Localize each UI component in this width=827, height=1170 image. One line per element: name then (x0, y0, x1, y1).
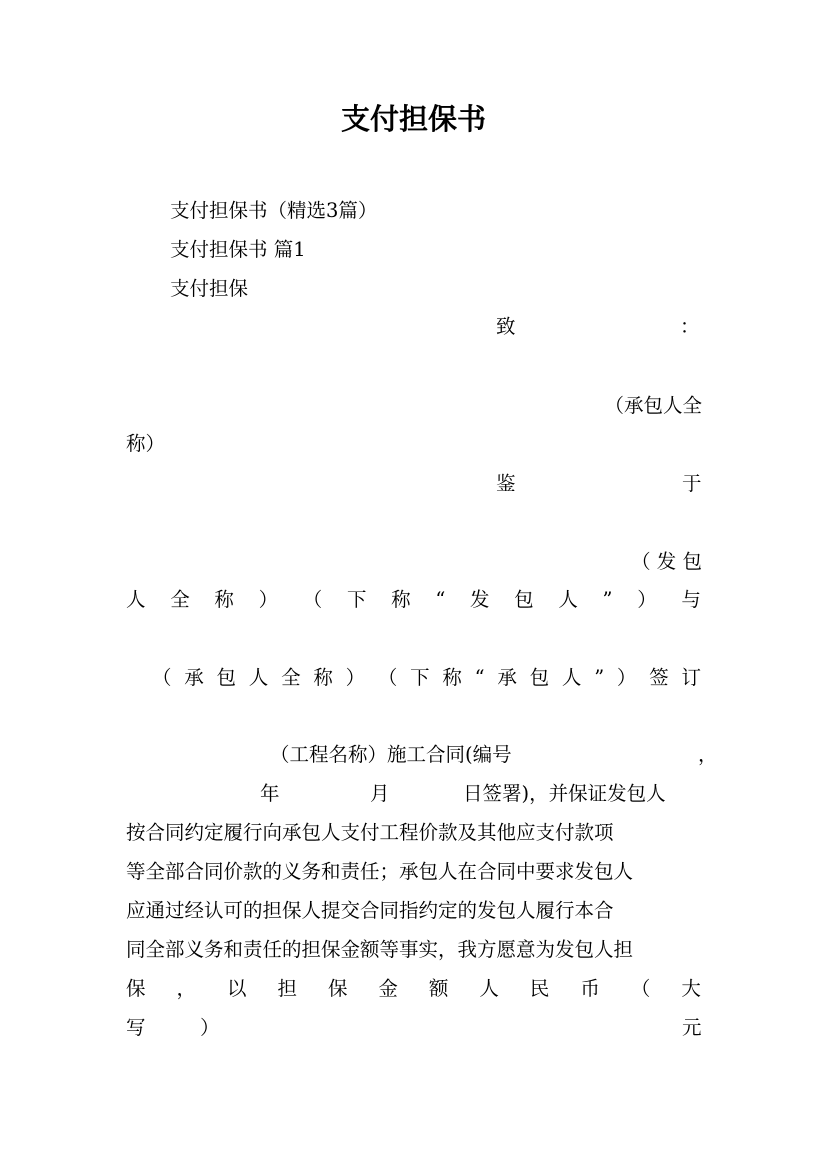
to-colon: ： (680, 315, 700, 338)
last-line-c: 元 (682, 1016, 702, 1039)
date-rest: 日签署)，并保证发包人 (463, 782, 666, 805)
contractor-fullname-open: （承包人全 (604, 394, 702, 417)
body-line: 按合同约定履行向承包人支付工程价款及其他应支付款项 (126, 821, 614, 844)
doc-heading: 支付担保 (170, 277, 249, 300)
body-line: 应通过经认可的担保人提交合同指约定的发包人履行本合 (126, 899, 614, 922)
section-heading: 支付担保书 篇1 (170, 238, 306, 261)
subtitle: 支付担保书（精选3篇） (170, 199, 378, 222)
body-line: 等全部合同价款的义务和责任；承包人在合同中要求发包人 (126, 860, 634, 883)
date-year: 年 (260, 782, 280, 805)
guarantee-line: 保 ， 以 担 保 金 额 人 民 币 （ 大 (126, 977, 701, 1000)
whereas-b: 于 (682, 472, 702, 495)
to-label: 致 (496, 315, 516, 338)
document-title: 支付担保书 (340, 102, 486, 136)
employer-paren: （ 发 包 (631, 550, 702, 573)
contractor-line: （ 承 包 人 全 称 ） （ 下 称 “ 承 包 人 ” ） 签 订 (152, 666, 701, 689)
contractor-fullname-close: 称） (126, 432, 166, 455)
date-month: 月 (370, 782, 390, 805)
last-line-b: ） (200, 1016, 220, 1039)
last-line-a: 写 (126, 1016, 146, 1039)
project-line: （工程名称）施工合同(编号 (270, 743, 512, 766)
project-comma: ， (698, 743, 718, 766)
whereas-a: 鉴 (496, 472, 516, 495)
body-line: 同全部义务和责任的担保金额等事实，我方愿意为发包人担 (126, 938, 634, 961)
employer-line: 人 全 称 ） （ 下 称 “ 发 包 人 ” ） 与 (126, 588, 701, 611)
